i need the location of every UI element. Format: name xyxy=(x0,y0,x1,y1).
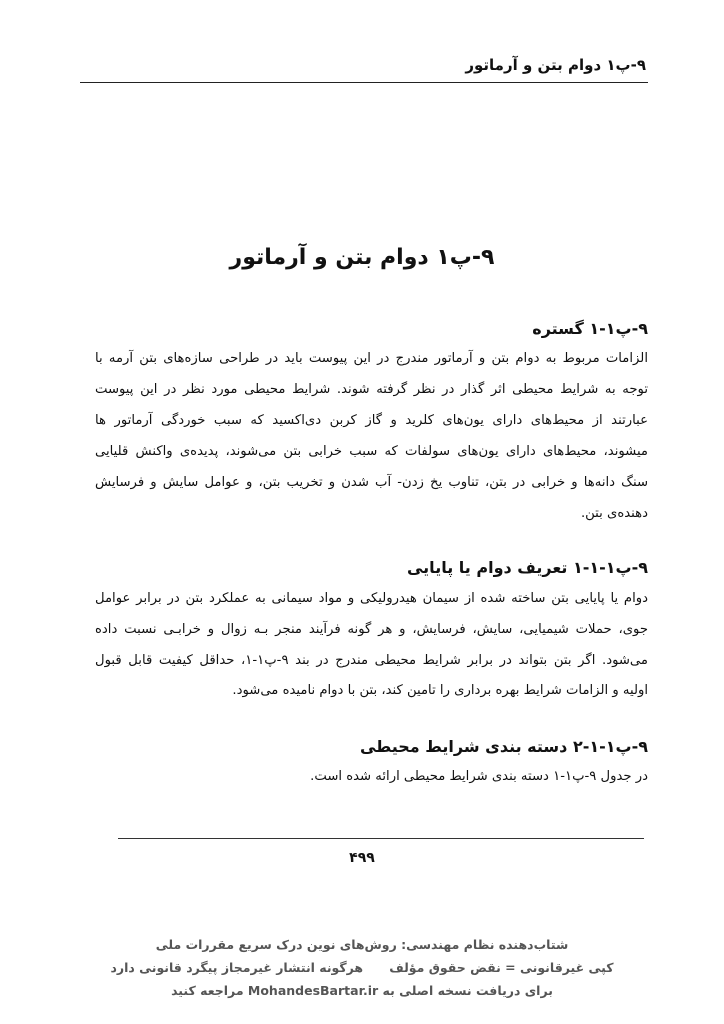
watermark-line: شتاب‌دهنده نظام مهندسی: روش‌های نوین درک سریع مقررات ملی xyxy=(155,937,569,952)
chapter-title: ۹-پ۱ دوام بتن و آرماتور xyxy=(229,245,495,270)
paragraph-line: در جدول ۹-پ۱-۱ دسته بندی شرایط محیطی ارائه شده است. xyxy=(310,769,648,784)
paragraph-line: جوی، حملات شیمیایی، سایش، فرسایش، و هر گونه فرآیند منجر بـه زوال و خرابـی نسبت داده xyxy=(95,622,648,637)
paragraph-line: می‌شود. اگر بتن بتواند در برابر شرایط محیطی مندرج در بند ۹-پ۱-۱، حداقل کیفیت قابل قبول xyxy=(95,653,648,668)
paragraph-line: دوام یا پایایی بتن ساخته شده از سیمان هیدرولیکی و مواد سیمانی به عملکرد بتن در برابر عوامل xyxy=(95,591,648,606)
watermark-line: کپی غیرقانونی = نقض حقوق مؤلف هرگونه انتشار غیرمجاز پیگرد قانونی دارد xyxy=(110,960,614,975)
section-heading: ۹-پ۱-۱ گستره xyxy=(532,319,648,338)
paragraph-line: اولیه و الزامات شرایط بهره برداری را تامین کند، بتن با دوام نامیده می‌شود. xyxy=(232,683,648,698)
section-heading: ۹-پ۱-۱-۱ تعریف دوام یا پایایی xyxy=(406,558,648,577)
paragraph-line: سنگ دانه‌ها و خرابی در بتن، تناوب یخ زدن- آب شدن و تخریب بتن، و عوامل سایش و فرسایش xyxy=(95,475,648,490)
paragraph-line: توجه به شرایط محیطی اثر گذار در نظر گرفته شوند. شرایط محیطی مورد نظر در این پیوست xyxy=(95,382,648,397)
paragraph-line: الزامات مربوط به دوام بتن و آرماتور مندرج در این پیوست باید در طراحی سازه‌های بتن آرمه با xyxy=(95,351,648,366)
paragraph-line: دهنده‌ی بتن. xyxy=(580,506,648,521)
paragraph-line: عبارتند از محیط‌های دارای یون‌های کلرید و گاز کربن دی‌اکسید که سبب خوردگی آرماتور ها xyxy=(95,413,648,428)
section-heading: ۹-پ۱-۱-۲ دسته بندی شرایط محیطی xyxy=(359,737,648,756)
header-rule xyxy=(80,82,648,83)
paragraph-line: میشوند، محیط‌های دارای یون‌های سولفات که سبب خرابی بتن می‌شوند، پدیده‌ی واکنش قلیایی xyxy=(95,444,648,459)
page-number: ۴۹۹ xyxy=(349,850,375,866)
footer-rule xyxy=(118,838,644,839)
watermark-line: برای دریافت نسخه اصلی به MohandesBartar.ir مراجعه کنید xyxy=(171,983,553,998)
running-head: ۹-پ۱ دوام بتن و آرماتور xyxy=(465,56,646,74)
